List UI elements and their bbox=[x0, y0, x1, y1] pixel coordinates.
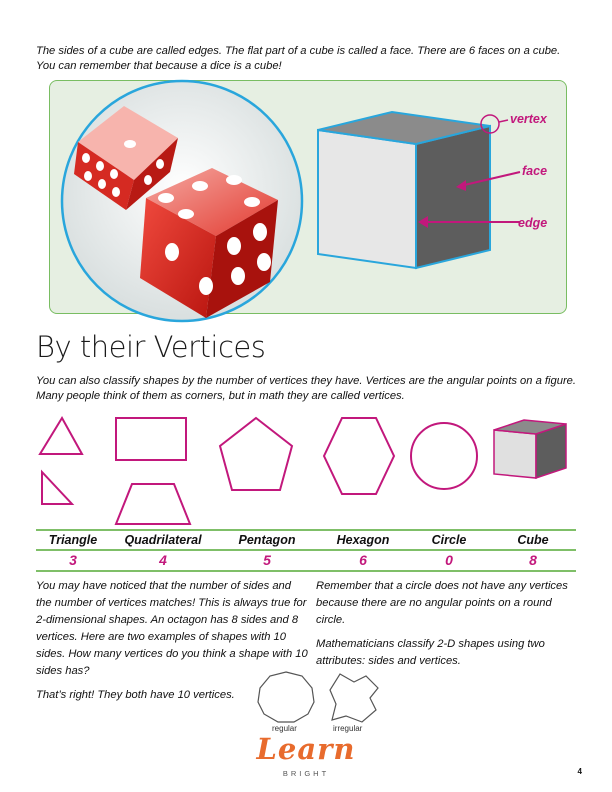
shape-name-pentagon: Pentagon bbox=[238, 533, 296, 547]
table-middle-rule bbox=[36, 549, 576, 551]
cube-diagram bbox=[310, 100, 570, 280]
section-title: By their Vertices bbox=[36, 330, 266, 364]
decagon-examples bbox=[250, 668, 390, 728]
table-top-rule bbox=[36, 529, 576, 531]
pentagon-shape bbox=[220, 418, 292, 490]
regular-label: regular bbox=[272, 724, 297, 733]
trapezoid-shape bbox=[116, 484, 190, 524]
triangle-shape bbox=[40, 418, 82, 454]
vertex-count-triangle: 3 bbox=[69, 552, 77, 568]
right-triangle-shape bbox=[42, 472, 72, 504]
shape-name-hexagon: Hexagon bbox=[336, 533, 390, 547]
shape-name-cube: Cube bbox=[517, 533, 549, 547]
section-text: You can also classify shapes by the number of vertices they have. Vertices are the angular points on a figure. Many people think of them as corners, but in math they are called vertices. bbox=[36, 375, 576, 402]
right-column bbox=[316, 578, 578, 677]
page-number: 4 bbox=[577, 767, 582, 776]
shape-name-triangle: Triangle bbox=[48, 533, 98, 547]
vertex-count-hexagon: 6 bbox=[359, 552, 367, 568]
vertex-count-pentagon: 5 bbox=[263, 552, 271, 568]
logo-subtext: BRIGHT bbox=[282, 769, 330, 778]
left-paragraph-2: That’s right! They both have 10 vertices. bbox=[36, 689, 235, 701]
face-label: face bbox=[522, 164, 548, 178]
shapes-row bbox=[30, 410, 590, 530]
vertex-count-cube: 8 bbox=[529, 552, 537, 568]
rectangle-shape bbox=[116, 418, 186, 460]
table-bottom-rule bbox=[36, 570, 576, 572]
learn-bright-logo: Learn bbox=[256, 732, 356, 766]
irregular-label: irregular bbox=[333, 724, 363, 733]
small-cube-shape bbox=[494, 420, 566, 478]
right-paragraph-1: Remember that a circle does not have any vertices because there are no angular points on a round circle. bbox=[316, 580, 568, 626]
right-paragraph-2: Mathematicians classify 2-D shapes using two attributes: sides and vertices. bbox=[316, 638, 545, 667]
circle-shape bbox=[411, 423, 477, 489]
vertex-count-quadrilateral: 4 bbox=[159, 552, 167, 568]
intro-text: The sides of a cube are called edges. The flat part of a cube is called a face. There are 6 faces on a cube. You can remember that because a dice is a cube! bbox=[36, 45, 561, 72]
vertex-label: vertex bbox=[510, 112, 547, 126]
regular-decagon-shape bbox=[258, 672, 314, 722]
shape-name-circle: Circle bbox=[431, 533, 467, 547]
irregular-decagon-shape bbox=[330, 674, 378, 722]
shape-name-quadrilateral: Quadrilateral bbox=[124, 533, 202, 547]
edge-label: edge bbox=[518, 216, 548, 230]
vertex-count-circle: 0 bbox=[445, 552, 453, 568]
hexagon-shape bbox=[324, 418, 394, 494]
left-paragraph-1: You may have noticed that the number of sides and the number of vertices matches! This is always true for 2-dimensional shapes. An octagon has 8 sides and 8 vertices. Here are two examples of shapes with 10 sides. How many vertices do you think a shape with 10 sides has? bbox=[36, 580, 308, 677]
dice-illustration bbox=[56, 76, 308, 328]
